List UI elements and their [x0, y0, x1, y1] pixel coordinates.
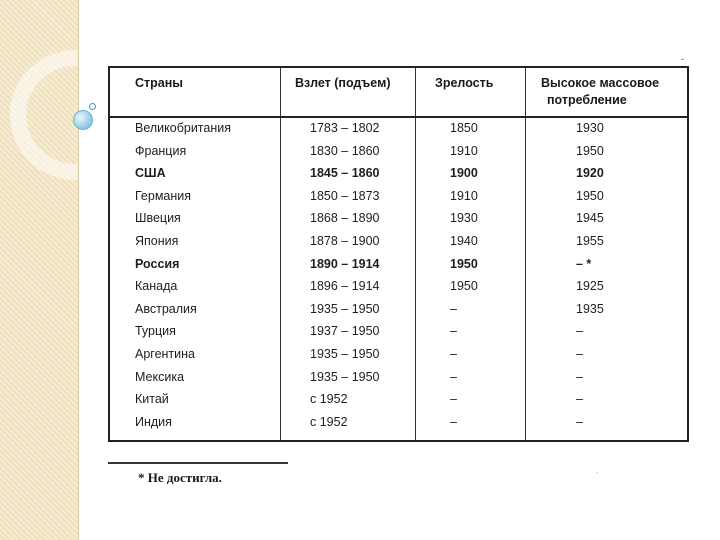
cell-country: Индия: [135, 414, 172, 429]
header-mass-line1: Высокое массовое: [541, 76, 660, 90]
cell-takeoff: 1937 – 1950: [310, 324, 380, 339]
cell-maturity: 1940: [450, 234, 478, 248]
table-row: [110, 321, 687, 341]
table-row: [110, 254, 687, 274]
table-row: [110, 163, 687, 183]
cell-country: Франция: [135, 143, 187, 158]
cell-country: Китай: [135, 392, 169, 407]
cell-maturity: –: [450, 324, 457, 339]
cell-mass-consumption: –: [576, 324, 583, 339]
table-row: [110, 231, 687, 251]
table-row: [110, 276, 687, 296]
cell-maturity: 1930: [450, 211, 478, 226]
cell-takeoff: 1890 – 1914: [310, 256, 380, 271]
cell-country: США: [135, 166, 166, 181]
cell-mass-consumption: –: [576, 392, 583, 407]
cell-takeoff: 1935 – 1950: [310, 347, 380, 361]
cell-mass-consumption: 1950: [576, 143, 604, 158]
scan-speck: .: [596, 466, 599, 475]
table-row: [110, 412, 687, 432]
cell-maturity: –: [450, 369, 457, 384]
cell-takeoff: 1896 – 1914: [310, 279, 380, 294]
cell-takeoff: 1845 – 1860: [310, 166, 380, 181]
table-row: [110, 367, 687, 387]
cell-maturity: 1850: [450, 121, 478, 135]
cell-country: Австралия: [135, 301, 197, 316]
table-row: [110, 389, 687, 409]
cell-mass-consumption: 1925: [576, 279, 604, 294]
table-row: [110, 299, 687, 319]
decorative-small-circle-icon: [89, 103, 96, 110]
cell-mass-consumption: –: [576, 347, 583, 361]
cell-country: Великобритания: [135, 121, 231, 135]
cell-maturity: 1900: [450, 166, 478, 181]
header-maturity: Зрелость: [435, 76, 494, 90]
cell-mass-consumption: 1955: [576, 234, 604, 248]
cell-takeoff: 1830 – 1860: [310, 143, 380, 158]
header-country: Страны: [135, 76, 183, 90]
cell-country: Канада: [135, 279, 178, 294]
cell-maturity: 1950: [450, 256, 478, 271]
header-takeoff: Взлет (подъем): [295, 76, 391, 90]
cell-country: Россия: [135, 256, 180, 271]
cell-maturity: –: [450, 301, 457, 316]
footnote-rule: [108, 462, 288, 464]
cell-mass-consumption: –: [576, 369, 583, 384]
cell-mass-consumption: 1920: [576, 166, 604, 181]
cell-mass-consumption: 1950: [576, 188, 604, 203]
cell-takeoff: с 1952: [310, 414, 348, 429]
cell-maturity: 1950: [450, 279, 478, 294]
cell-maturity: 1910: [450, 188, 478, 203]
cell-takeoff: 1935 – 1950: [310, 369, 380, 384]
cell-mass-consumption: 1930: [576, 121, 604, 135]
corner-mark: -: [681, 54, 684, 64]
cell-country: Мексика: [135, 369, 185, 384]
cell-takeoff: 1783 – 1802: [310, 121, 380, 135]
cell-takeoff: 1878 – 1900: [310, 234, 380, 248]
cell-takeoff: с 1952: [310, 392, 348, 407]
table-row: [110, 118, 687, 138]
cell-takeoff: 1850 – 1873: [310, 188, 380, 203]
cell-country: Япония: [135, 234, 179, 248]
cell-maturity: –: [450, 414, 457, 429]
cell-country: Турция: [135, 324, 176, 339]
cell-mass-consumption: 1935: [576, 301, 604, 316]
cell-country: Швеция: [135, 211, 181, 226]
table-row: [110, 141, 687, 161]
cell-mass-consumption: –: [576, 414, 583, 429]
cell-mass-consumption: – *: [576, 256, 592, 271]
table-row: [110, 208, 687, 228]
cell-maturity: 1910: [450, 143, 478, 158]
footnote: * Не достигла.: [138, 470, 222, 485]
stages-table: [108, 66, 689, 442]
cell-takeoff: 1935 – 1950: [310, 301, 380, 316]
header-mass-consumption: [541, 75, 681, 109]
cell-maturity: –: [450, 347, 457, 361]
table-row: [110, 186, 687, 206]
cell-maturity: –: [450, 392, 457, 407]
cell-country: Германия: [135, 188, 192, 203]
cell-mass-consumption: 1945: [576, 211, 604, 226]
table-row: [110, 344, 687, 364]
cell-country: Аргентина: [135, 347, 195, 361]
cell-takeoff: 1868 – 1890: [310, 211, 380, 226]
header-mass-line2: потребление: [547, 93, 627, 107]
decorative-bullet-icon: [73, 110, 93, 130]
